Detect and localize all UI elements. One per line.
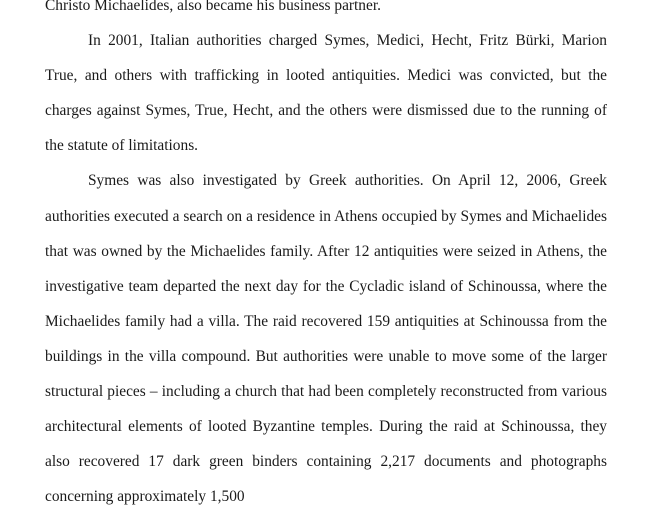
paragraph-italian-charges: In 2001, Italian authorities charged Symes, Medici, Hecht, Fritz Bürki, Marion True, and others with trafficking in looted antiquities. Medici was convicted, but the charges against Symes, True, Hecht, and the others were dismissed due to the running of the statute of limitations.	[45, 32, 607, 155]
document-page	[45, 0, 607, 514]
paragraph-fragment: Christo Michaelides, also became his business partner.	[45, 0, 381, 14]
paragraph-greek-investigation: Symes was also investigated by Greek authorities. On April 12, 2006, Greek authorities executed a search on a residence in Athens occupied by Symes and Michaelides that was owned by the Michaelides family. After 12 antiquities were seized in Athens, the investigative team departed the next day for the Cycladic island of Schinoussa, where the Michaelides family had a villa. The raid recovered 159 antiquities at Schinoussa from the buildings in the villa compound. But authorities were unable to move some of the larger structural pieces – including a church that had been completely reconstructed from various architectural elements of looted Byzantine temples. During the raid at Schinoussa, they also recovered 17 dark green binders containing 2,217 documents and photographs concerning approximately 1,500	[45, 172, 607, 506]
